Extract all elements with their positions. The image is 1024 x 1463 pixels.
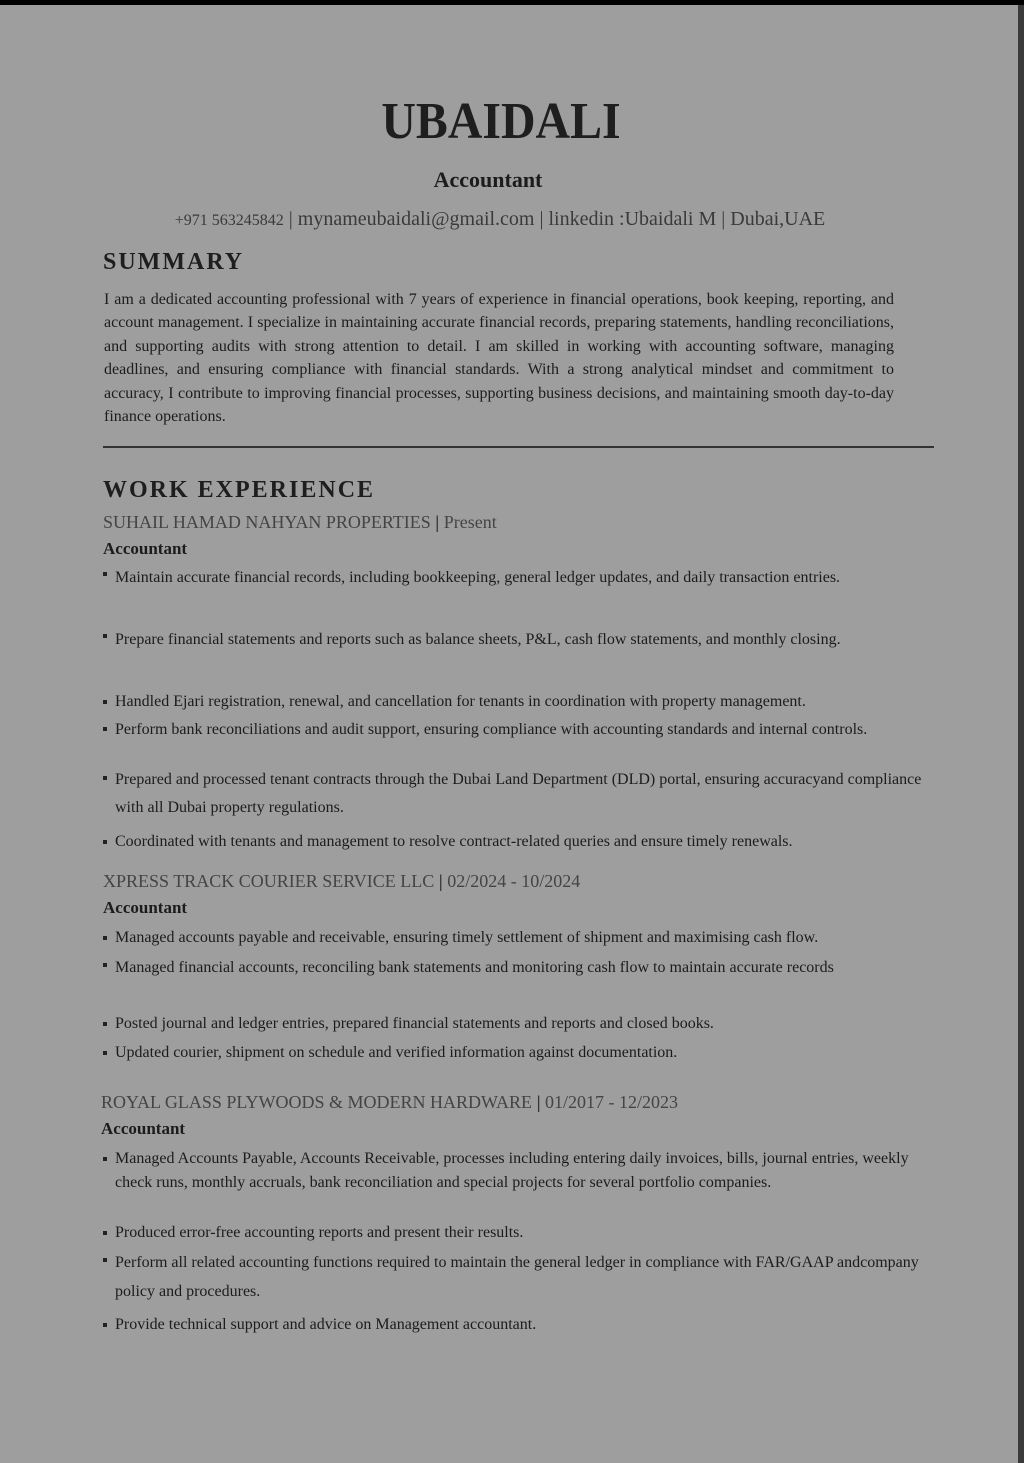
top-bar	[0, 0, 1024, 5]
summary-heading: SUMMARY	[103, 249, 245, 275]
list-item: Maintain accurate financial records, including bookkeeping, general ledger updates, and daily transaction entries.	[115, 562, 925, 593]
separator: |	[532, 1092, 546, 1112]
divider	[103, 446, 934, 448]
list-item: Perform bank reconciliations and audit support, ensuring compliance with accounting standards and internal controls.	[115, 717, 925, 742]
contact-line	[0, 208, 1000, 231]
candidate-title: Accountant	[433, 167, 543, 192]
candidate-name: UBAIDALI	[381, 93, 621, 150]
company-line	[103, 871, 580, 892]
list-item: Managed accounts payable and receivable, ensuring timely settlement of shipment and maximising cash flow.	[115, 926, 925, 950]
list-item: Provide technical support and advice on Management accountant.	[115, 1313, 925, 1337]
list-item: Updated courier, shipment on schedule and verified information against documentation.	[115, 1041, 925, 1065]
list-item: Managed Accounts Payable, Accounts Receivable, processes including entering daily invoices, bills, journal entries, weekly check runs, monthly accruals, bank reconciliation and special projects for several portfolio companies.	[115, 1147, 925, 1194]
scrollbar[interactable]	[1018, 5, 1024, 1463]
separator: |	[430, 512, 444, 532]
company-line	[103, 512, 497, 533]
separator: |	[434, 871, 448, 891]
contact-details: | mynameubaidali@gmail.com | linkedin :Ubaidali M | Dubai,UAE	[283, 208, 826, 230]
list-item: Produced error-free accounting reports and present their results.	[115, 1221, 925, 1245]
company-name: XPRESS TRACK COURIER SERVICE LLC	[103, 871, 435, 891]
list-item: Handled Ejari registration, renewal, and cancellation for tenants in coordination with property management.	[115, 690, 925, 714]
experience-heading: WORK EXPERIENCE	[103, 477, 376, 503]
list-item: Managed financial accounts, reconciling bank statements and monitoring cash flow to maintain accurate records	[115, 953, 925, 982]
job-role: Accountant	[101, 1119, 186, 1138]
list-item: Prepared and processed tenant contracts through the Dubai Land Department (DLD) portal, ensuring accuracyand compliance with all Dubai property regulations.	[115, 766, 925, 822]
list-item: Coordinated with tenants and management to resolve contract-related queries and ensure timely renewals.	[115, 830, 925, 854]
job-dates: Present	[443, 512, 497, 532]
job-role: Accountant	[103, 898, 188, 917]
job-role: Accountant	[103, 539, 188, 558]
job-dates: 01/2017 - 12/2023	[545, 1092, 679, 1112]
list-item: Perform all related accounting functions required to maintain the general ledger in compliance with FAR/GAAP andcompany policy and procedures.	[115, 1248, 950, 1306]
list-item: Prepare financial statements and reports such as balance sheets, P&L, cash flow statements, and monthly closing.	[115, 624, 925, 655]
company-line	[101, 1092, 678, 1113]
company-name: ROYAL GLASS PLYWOODS & MODERN HARDWARE	[101, 1092, 533, 1112]
phone: +971 563245842	[174, 212, 284, 229]
list-item: Posted journal and ledger entries, prepared financial statements and reports and closed books.	[115, 1012, 925, 1036]
company-name: SUHAIL HAMAD NAHYAN PROPERTIES	[103, 512, 431, 532]
summary-text: I am a dedicated accounting professional with 7 years of experience in financial operations, book keeping, reporting, and account management. I specialize in maintaining accurate financial records, preparing statements, handling reconciliations, and supporting audits with strong attention to detail. I am skilled in working with accounting software, managing deadlines, and ensuring compliance with financial standards. With a strong analytical mindset and commitment to accuracy, I contribute to improving financial processes, supporting business decisions, and maintaining smooth day-to-day finance operations.	[104, 291, 894, 426]
job-dates: 02/2024 - 10/2024	[447, 871, 581, 891]
